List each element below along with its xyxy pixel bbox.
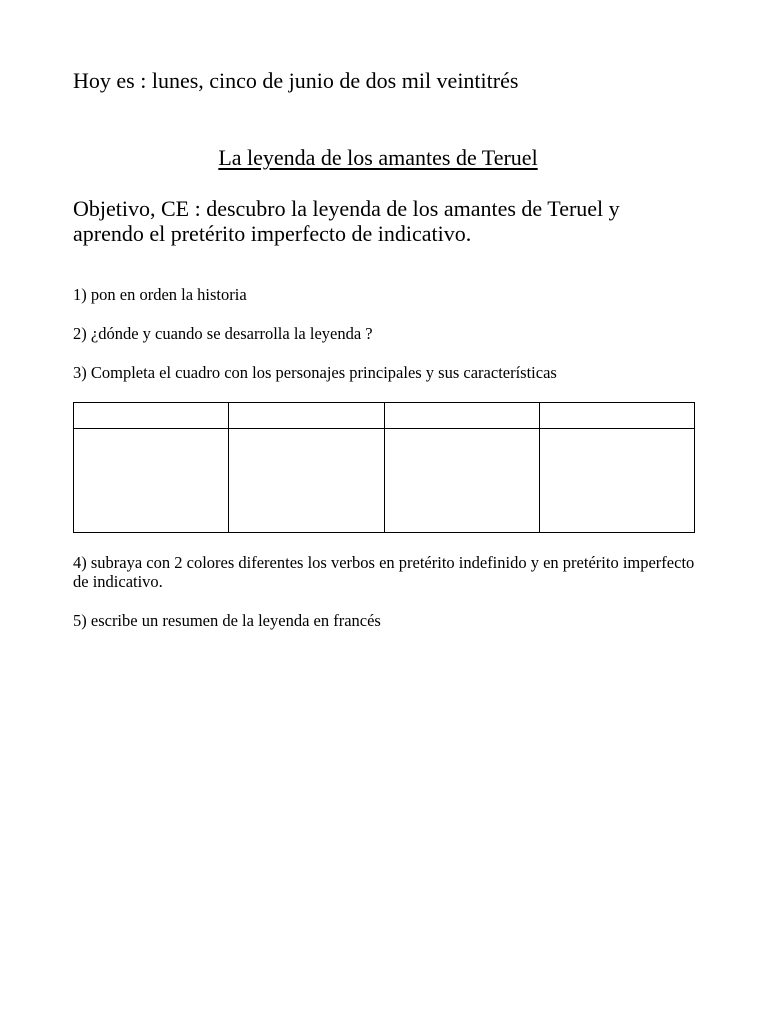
table-cell[interactable] xyxy=(74,429,229,533)
question-1: 1) pon en orden la historia xyxy=(73,285,247,304)
question-5: 5) escribe un resumen de la leyenda en francés xyxy=(73,611,381,630)
table-header-cell[interactable] xyxy=(229,403,384,429)
table-row xyxy=(74,429,695,533)
date-line: Hoy es : lunes, cinco de junio de dos mil veintitrés xyxy=(73,68,519,93)
objective-text: Objetivo, CE : descubro la leyenda de los amantes de Teruel y aprendo el pretérito imperfecto de indicativo. xyxy=(73,196,620,246)
table-header-row xyxy=(74,403,695,429)
characters-table xyxy=(73,402,695,533)
question-3: 3) Completa el cuadro con los personajes principales y sus características xyxy=(73,363,557,382)
table-header-cell[interactable] xyxy=(74,403,229,429)
table-cell[interactable] xyxy=(539,429,694,533)
question-4: 4) subraya con 2 colores diferentes los verbos en pretérito indefinido y en pretérito imperfecto de indicativo. xyxy=(73,553,695,591)
worksheet-title: La leyenda de los amantes de Teruel xyxy=(218,145,538,170)
table-header-cell[interactable] xyxy=(384,403,539,429)
table-cell[interactable] xyxy=(384,429,539,533)
question-2: 2) ¿dónde y cuando se desarrolla la leyenda ? xyxy=(73,324,373,343)
table-cell[interactable] xyxy=(229,429,384,533)
table-header-cell[interactable] xyxy=(539,403,694,429)
